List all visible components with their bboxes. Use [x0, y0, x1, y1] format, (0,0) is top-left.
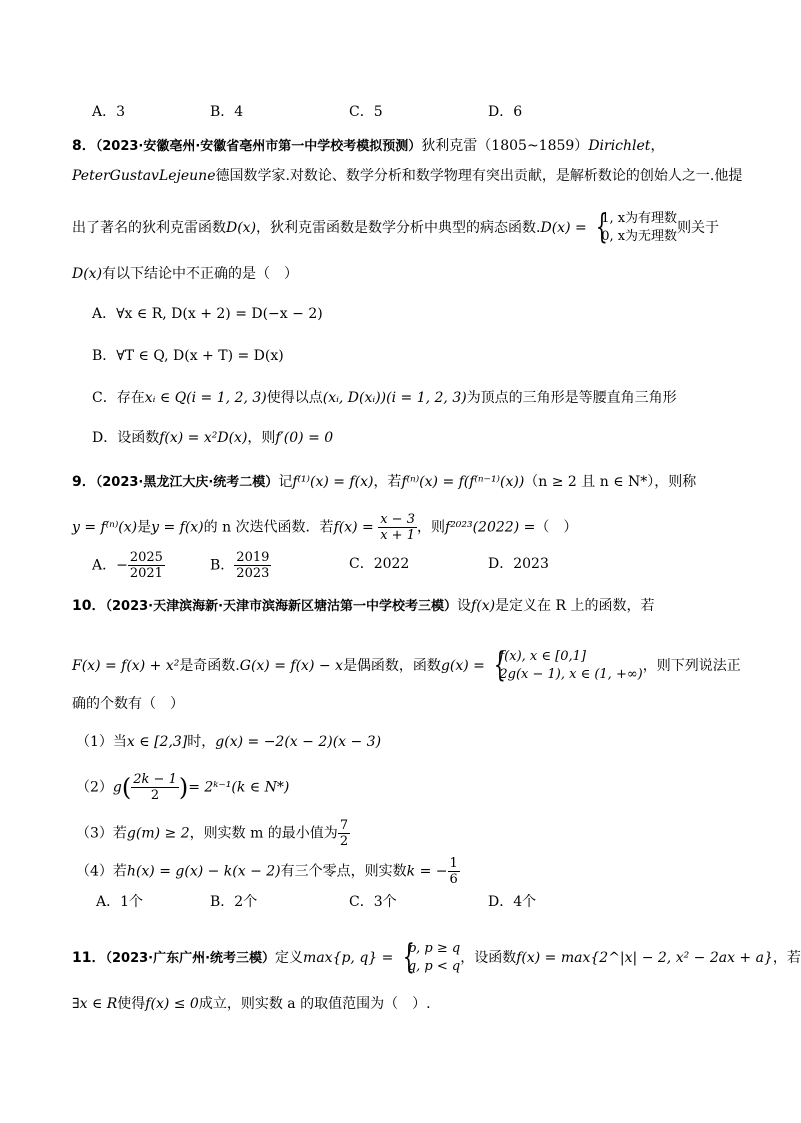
q11-line-2: ∃x ∈ R使得f(x) ≤ 0成立，则实数 a 的取值范围为（ ）. — [72, 996, 431, 1012]
q10-option-b[interactable]: B．2个 — [210, 894, 258, 910]
q9-line-2: y = f⁽ⁿ⁾(x)是y = f(x)的 n 次迭代函数．若f(x) = $\frac{x - 3}{x + 1}$ ，则f²⁰²³(2022) =（ ） — [72, 512, 578, 543]
q11-number: 11． — [72, 950, 106, 966]
q8-line-2: PeterGustavLejeune德国数学家.对数论、数学分析和数学物理有突出贡献，是解析数论的创始人之一.他提 — [72, 168, 743, 184]
q9-option-d[interactable]: D．2023 — [488, 556, 549, 572]
q10-line-2: F(x) = f(x) + x²是奇函数.G(x) = f(x) − x是偶函数，函数g(x) = { f(x), x ∈ [0,1] 2g(x − 1), x ∈ (1, +∞) ，则下列说法正 — [72, 645, 741, 685]
q11-source: （2023·广东广州·统考三模） — [105, 951, 276, 966]
q8-option-b[interactable]: B．∀T ∈ Q, D(x + T) = D(x) — [92, 348, 284, 364]
q10-statement-3: （3）若g(m) ≥ 2，则实数 m 的最小值为 $\frac{7}{2}$ — [76, 818, 349, 849]
q9-source: （2023·黑龙江大庆·统考二模） — [95, 475, 279, 490]
dirichlet-piecewise: { 1, x为有理数 0, x为无理数 — [596, 207, 678, 247]
q8-line-1: 8．（2023·安徽亳州·安徽省亳州市第一中学校考模拟预测）狄利克雷（1805~1859）Dirichlet， — [72, 138, 665, 154]
q7-option-b[interactable]: B．4 — [210, 104, 244, 120]
q9-option-a[interactable]: A．− $\frac{2025}{2021}$ — [92, 550, 163, 581]
q9-option-c[interactable]: C．2022 — [349, 556, 410, 572]
q7-option-d[interactable]: D．6 — [488, 104, 523, 120]
g-piecewise: { f(x), x ∈ [0,1] 2g(x − 1), x ∈ (1, +∞) — [494, 645, 643, 685]
q9-line-1: 9．（2023·黑龙江大庆·统考二模）记f⁽¹⁾(x) = f(x)，若f⁽ⁿ⁾(x) = f(f⁽ⁿ⁻¹⁾(x))（n ≥ 2 且 n ∈ N*），则称 — [72, 474, 697, 490]
q11-line-1: 11．（2023·广东广州·统考三模）定义max{p, q} = { p, p ≥ q q, p < q ，设函数f(x) = max{2^|x| − 2, x² − 2ax + a}，若 — [72, 937, 801, 977]
q10-line-3: 确的个数有（ ） — [72, 696, 184, 712]
q10-line-1: 10．（2023·天津滨海新·天津市滨海新区塘沽第一中学校考三模）设f(x)是定义在 R 上的函数，若 — [72, 598, 655, 614]
q7-option-a[interactable]: A．3 — [92, 104, 126, 120]
q7-option-c[interactable]: C．5 — [349, 104, 383, 120]
q9-fraction: $\frac{x - 3}{x + 1}$ — [380, 512, 415, 543]
max-piecewise: { p, p ≥ q q, p < q — [402, 937, 461, 977]
q8-source: （2023·安徽亳州·安徽省亳州市第一中学校考模拟预测） — [95, 139, 422, 154]
q8-option-d[interactable]: D．设函数f(x) = x²D(x)，则f′(0) = 0 — [92, 430, 334, 446]
q8-option-c[interactable]: C．存在xᵢ ∈ Q(i = 1, 2, 3)使得以点(xᵢ, D(xᵢ))(i = 1, 2, 3)为顶点的三角形是等腰直角三角形 — [92, 390, 677, 406]
q9-option-b[interactable]: B． $\frac{2019}{2023}$ — [210, 550, 270, 581]
q10-statement-1: （1）当x ∈ [2,3]时，g(x) = −2(x − 2)(x − 3) — [76, 734, 382, 750]
q10-source: （2023·天津滨海新·天津市滨海新区塘沽第一中学校考三模） — [105, 599, 458, 614]
q8-line-4: D(x)有以下结论中不正确的是（ ） — [72, 266, 299, 282]
q8-option-a[interactable]: A．∀x ∈ R, D(x + 2) = D(−x − 2) — [92, 306, 323, 322]
q8-line-3: 出了著名的狄利克雷函数D(x)，狄利克雷函数是数学分析中典型的病态函数.D(x) = { 1, x为有理数 0, x为无理数 则关于 — [72, 207, 720, 247]
q9-number: 9． — [72, 474, 96, 490]
q8-number: 8． — [72, 138, 96, 154]
q10-option-c[interactable]: C．3个 — [349, 894, 397, 910]
q10-statement-4: （4）若h(x) = g(x) − k(x − 2)有三个零点，则实数k = − $\frac{1}{6}$ — [76, 856, 458, 887]
q10-option-a[interactable]: A．1个 — [96, 894, 144, 910]
q10-option-d[interactable]: D．4个 — [488, 894, 537, 910]
q10-statement-2: （2）g( $\frac{2k - 1}{2}$ )= 2ᵏ⁻¹(k ∈ N*) — [76, 772, 290, 803]
q10-number: 10． — [72, 598, 106, 614]
